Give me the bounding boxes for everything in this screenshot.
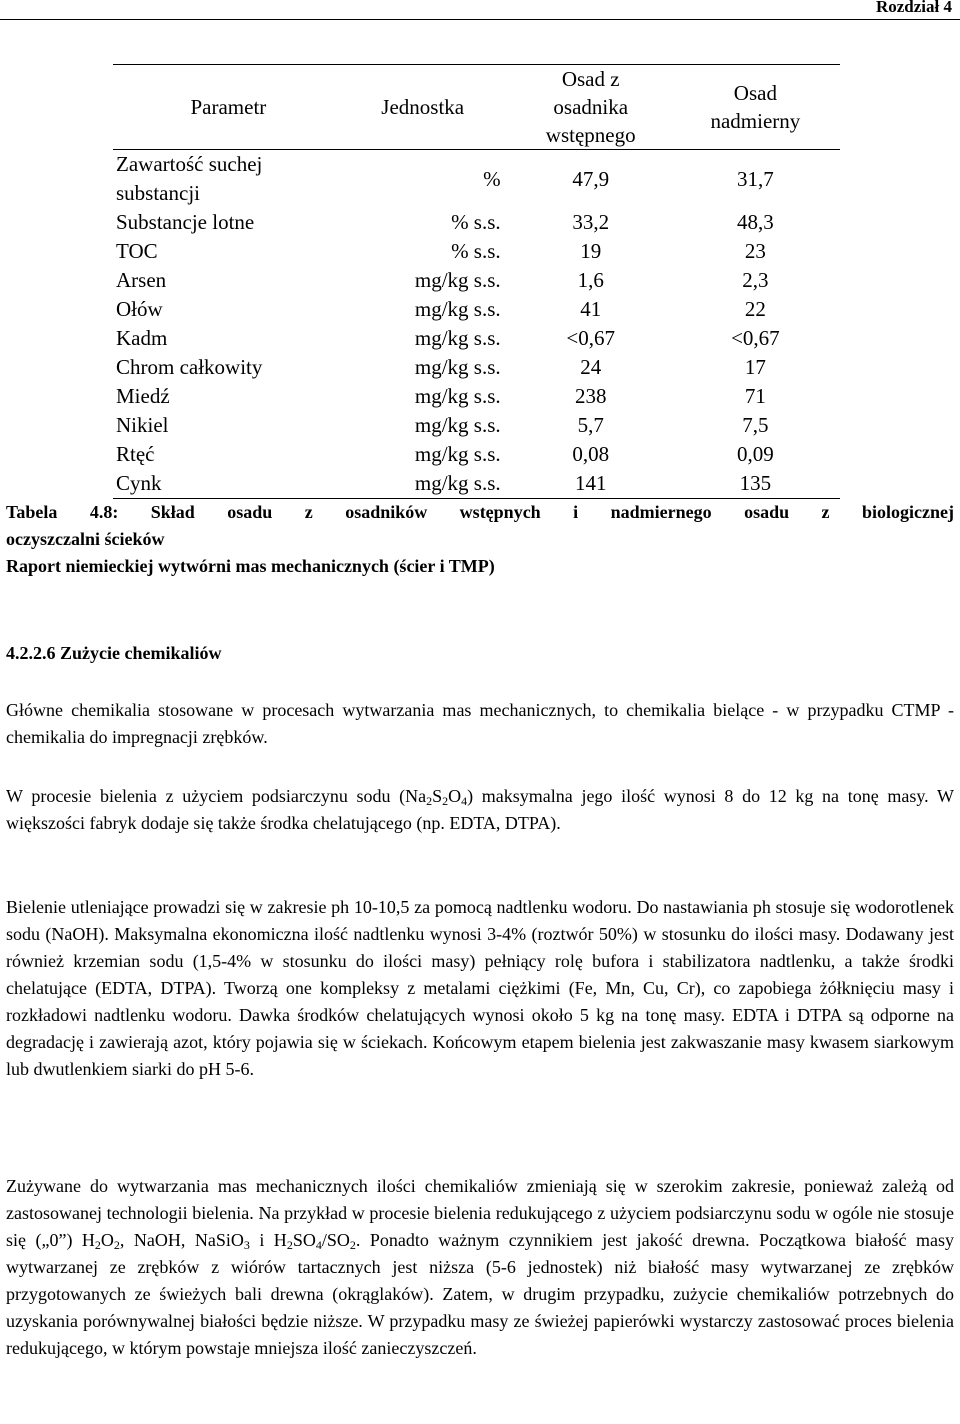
cell-unit: mg/kg s.s.: [414, 384, 501, 408]
column-header-excess-sludge: Osad nadmierny: [671, 65, 840, 150]
cell-unit: mg/kg s.s.: [414, 268, 501, 292]
cell-primary-sludge: 47,9: [572, 166, 610, 191]
cell-primary-sludge: 33,2: [572, 210, 610, 234]
cell-excess-sludge: 2,3: [742, 268, 769, 292]
cell-excess-sludge: 31,7: [737, 166, 774, 191]
cell-parameter: Ołów: [116, 297, 163, 321]
cell-primary-sludge: 24: [580, 355, 602, 379]
table-row: [113, 150, 840, 209]
paragraph-chemical-consumption: Zużywane do wytwarzania mas mechanicznych ilości chemikaliów zmieniają się w szerokim zakresie, ponieważ zależą od zastosowanej technologii bielenia. Na przykład w procesie bielenia redukującego z użyciem podsiarczynu sodu w ogóle nie stosuje się („0”) $H_2O_2$, NaOH, NaSiO$_3$ i $H_2SO_4/SO_2$. Ponadto ważnym czynnikiem jest jakość drewna. Początkowa białość masy wytwarzanej ze zrębków z wiórów tartacznych jest niższa (5-6 jednostek) niż białość masy wytwarzanej ze zrębków przygotowanych ze świeżych bali drewna (okrąglaków). Zatem, w drugim przypadku, zużycie chemikaliów potrzebnych do uzyskania porównywalnej białości będzie niższe. W przypadku masy ze świeżej papierówki wystarczy zastosować proces bielenia redukującego, w którym powstaje mniejsza ilość zanieczyszczeń.: [6, 1176, 954, 1358]
table-row: [113, 324, 840, 353]
cell-parameter: Substancje lotne: [116, 210, 255, 234]
table-caption: [6, 499, 954, 580]
section-heading: 4.2.2.6 Zużycie chemikaliów: [6, 643, 222, 663]
table-row: [113, 353, 840, 382]
cell-primary-sludge: 19: [580, 239, 602, 263]
table-row: [113, 266, 840, 295]
column-header-unit: Jednostka: [343, 65, 511, 150]
cell-unit: mg/kg s.s.: [414, 355, 501, 379]
cell-excess-sludge: 22: [744, 297, 766, 321]
cell-parameter: Kadm: [116, 326, 168, 350]
cell-parameter: Miedź: [116, 384, 170, 408]
column-header-parameter: Parametr: [113, 65, 343, 150]
table-row: [113, 382, 840, 411]
paragraph-dithionite-bleaching: W procesie bielenia z użyciem podsiarczynu sodu $(Na_2S_2O_4)$ maksymalna jego ilość wynosi 8 do 12 kg na tonę masy. W większości fabryk dodaje się także środka chelatującego (np. EDTA, DTPA).: [6, 786, 954, 833]
cell-primary-sludge: <0,67: [566, 326, 616, 350]
cell-unit: % s.s.: [451, 210, 501, 234]
sludge-composition-table: [113, 64, 840, 499]
cell-excess-sludge: 17: [744, 355, 766, 379]
cell-parameter: Rtęć: [116, 442, 155, 466]
cell-unit: mg/kg s.s.: [414, 413, 501, 437]
cell-excess-sludge: <0,67: [731, 326, 780, 350]
table-row: [113, 295, 840, 324]
table-body: [113, 150, 840, 499]
cell-unit: %: [483, 166, 501, 191]
cell-unit: mg/kg s.s.: [414, 326, 501, 350]
cell-primary-sludge: 238: [574, 384, 607, 408]
table-row: [113, 411, 840, 440]
cell-excess-sludge: 71: [744, 384, 766, 408]
cell-excess-sludge: 48,3: [737, 210, 774, 234]
table-row: [113, 208, 840, 237]
cell-excess-sludge: 23: [744, 239, 766, 263]
table-row: [113, 469, 840, 499]
cell-parameter: Zawartość suchej substancji: [116, 152, 263, 205]
table-row: [113, 237, 840, 266]
cell-primary-sludge: 1,6: [577, 268, 604, 292]
cell-parameter: Nikiel: [116, 413, 169, 437]
caption-line-1: Tabela 4.8: Skład osadu z osadników wstępnych i nadmiernego osadu z biologicznej: [6, 502, 954, 522]
cell-primary-sludge: 5,7: [577, 413, 604, 437]
cell-unit: mg/kg s.s.: [414, 442, 501, 466]
cell-unit: % s.s.: [451, 239, 501, 263]
paragraph-chemicals-overview: Główne chemikalia stosowane w procesach wytwarzania mas mechanicznych, to chemikalia bielące - w przypadku CTMP - chemikalia do impregnacji zrębków.: [6, 700, 954, 747]
caption-line-3: Raport niemieckiej wytwórni mas mechanicznych (ścier i TMP): [6, 556, 495, 576]
cell-excess-sludge: 135: [671, 469, 840, 499]
table-row: [113, 440, 840, 469]
cell-unit: mg/kg s.s.: [414, 297, 501, 321]
cell-unit: mg/kg s.s.: [343, 469, 511, 499]
cell-primary-sludge: 141: [511, 469, 671, 499]
table-header-row: [113, 65, 840, 150]
cell-parameter: TOC: [116, 239, 158, 263]
cell-parameter: Arsen: [116, 268, 167, 292]
chapter-label: Rozdział 4: [875, 0, 952, 16]
cell-excess-sludge: 7,5: [742, 413, 769, 437]
page-header: [0, 0, 960, 20]
cell-parameter: Cynk: [113, 469, 343, 499]
cell-primary-sludge: 0,08: [572, 442, 610, 466]
cell-primary-sludge: 41: [580, 297, 602, 321]
cell-excess-sludge: 0,09: [737, 442, 774, 466]
paragraph-peroxide-bleaching: Bielenie utleniające prowadzi się w zakresie ph 10-10,5 za pomocą nadtlenku wodoru. Do nastawiania ph stosuje się wodorotlenek sodu (NaOH). Maksymalna ekonomiczna ilość nadtlenku wynosi 3-4% (roztwór 50%) w stosunku do ilości masy. Dodawany jest również krzemian sodu (1,5-4% w stosunku do ilości masy) pełniący rolę bufora i stabilizatora nadtlenku, a także środki chelatujące (EDTA, DTPA). Tworzą one kompleksy z metalami ciężkimi (Fe, Mn, Cu, Cr), co zapobiega żółknięciu masy i rozkładowi nadtlenku wodoru. Dawka środków chelatujących wynosi około 5 kg na tonę masy. EDTA i DTPA są odporne na degradację i zawierają azot, który pojawia się w ściekach. Końcowym etapem bielenia jest zakwaszanie masy kwasem siarkowym lub dwutlenkiem siarki do pH 5-6.: [6, 897, 954, 1079]
cell-parameter: Chrom całkowity: [116, 355, 263, 379]
caption-line-2: oczyszczalni ścieków: [6, 529, 165, 549]
column-header-primary-sludge: Osad z osadnika wstępnego: [511, 65, 671, 150]
